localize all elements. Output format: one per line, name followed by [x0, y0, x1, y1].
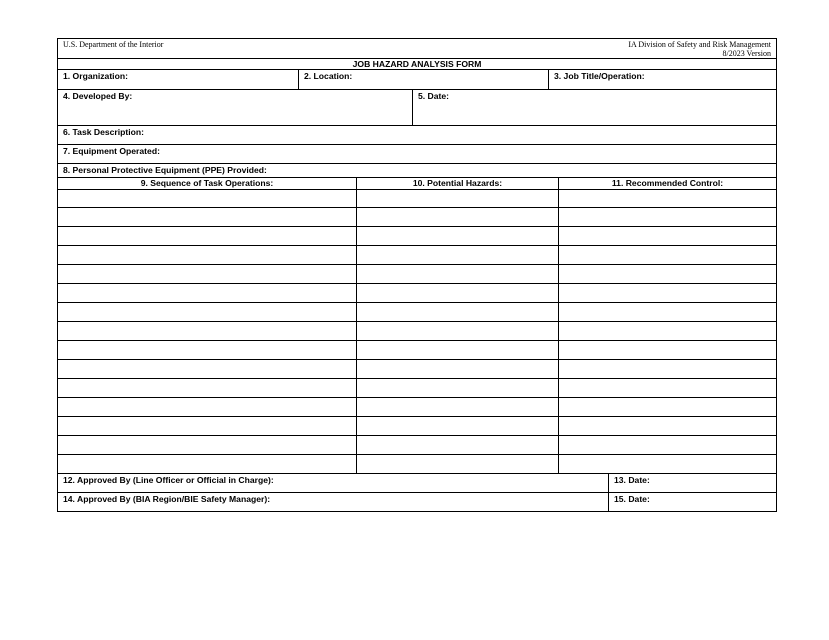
hazard-cell[interactable] [357, 379, 559, 397]
task-description-field[interactable]: 6. Task Description: [63, 127, 145, 137]
safety-manager-approval-field[interactable]: 14. Approved By (BIA Region/BIE Safety Manager): [58, 493, 609, 511]
row-approval-line-officer [58, 474, 776, 493]
sequence-cell[interactable] [58, 360, 357, 378]
control-cell[interactable] [559, 246, 776, 264]
row-approval-safety-manager [58, 493, 776, 511]
controls-column-header: 11. Recommended Control: [611, 178, 724, 188]
table-row [58, 455, 776, 474]
table-row [58, 360, 776, 379]
task-table-header [58, 178, 776, 190]
sequence-cell[interactable] [58, 265, 357, 283]
control-cell[interactable] [559, 417, 776, 435]
hazard-cell[interactable] [357, 398, 559, 416]
row-equipment [58, 145, 776, 164]
sequence-cell[interactable] [58, 436, 357, 454]
hazard-cell[interactable] [357, 246, 559, 264]
sequence-cell[interactable] [58, 455, 357, 473]
table-row [58, 190, 776, 208]
sequence-cell[interactable] [58, 379, 357, 397]
location-field[interactable]: 2. Location: [299, 70, 549, 89]
control-cell[interactable] [559, 208, 776, 226]
hazard-cell[interactable] [357, 360, 559, 378]
hazard-cell[interactable] [357, 436, 559, 454]
hazards-column-header: 10. Potential Hazards: [357, 178, 559, 189]
hazard-cell[interactable] [357, 322, 559, 340]
row-org-location-job [58, 70, 776, 90]
row-ppe [58, 164, 776, 178]
table-row [58, 398, 776, 417]
hazard-cell[interactable] [357, 455, 559, 473]
job-hazard-analysis-form [57, 38, 777, 512]
organization-field[interactable]: 1. Organization: [58, 70, 299, 89]
hazard-cell[interactable] [357, 190, 559, 207]
table-row [58, 227, 776, 246]
sequence-cell[interactable] [58, 246, 357, 264]
control-cell[interactable] [559, 379, 776, 397]
form-title-row [58, 59, 776, 70]
division-version [623, 39, 776, 58]
table-row [58, 436, 776, 455]
hazard-cell[interactable] [357, 417, 559, 435]
sequence-cell[interactable] [58, 227, 357, 245]
control-cell[interactable] [559, 398, 776, 416]
job-title-field[interactable]: 3. Job Title/Operation: [554, 71, 645, 81]
table-row [58, 379, 776, 398]
department-label: U.S. Department of the Interior [63, 40, 164, 49]
version-label: 8/2023 Version [722, 49, 771, 58]
date-5-field[interactable]: 5. Date: [418, 91, 450, 101]
form-title: JOB HAZARD ANALYSIS FORM [352, 59, 482, 69]
hazard-cell[interactable] [357, 284, 559, 302]
sequence-cell[interactable] [58, 341, 357, 359]
developed-by-field[interactable]: 4. Developed By: [58, 90, 413, 125]
sequence-cell[interactable] [58, 208, 357, 226]
control-cell[interactable] [559, 455, 776, 473]
control-cell[interactable] [559, 284, 776, 302]
division-label: IA Division of Safety and Risk Management [628, 40, 771, 49]
hazard-cell[interactable] [357, 208, 559, 226]
hazard-cell[interactable] [357, 341, 559, 359]
table-row [58, 208, 776, 227]
table-row [58, 284, 776, 303]
sequence-cell[interactable] [58, 303, 357, 321]
table-row [58, 322, 776, 341]
control-cell[interactable] [559, 322, 776, 340]
date-13-field[interactable]: 13. Date: [614, 475, 650, 485]
ppe-field[interactable]: 8. Personal Protective Equipment (PPE) Provided: [63, 165, 267, 175]
hazard-cell[interactable] [357, 265, 559, 283]
table-row [58, 265, 776, 284]
control-cell[interactable] [559, 436, 776, 454]
table-row [58, 303, 776, 322]
equipment-field[interactable]: 7. Equipment Operated: [63, 146, 160, 156]
sequence-column-header: 9. Sequence of Task Operations: [58, 178, 357, 189]
hazard-cell[interactable] [357, 227, 559, 245]
hazard-cell[interactable] [357, 303, 559, 321]
control-cell[interactable] [559, 190, 776, 207]
sequence-cell[interactable] [58, 190, 357, 207]
sequence-cell[interactable] [58, 417, 357, 435]
row-task-description [58, 126, 776, 145]
control-cell[interactable] [559, 303, 776, 321]
sequence-cell[interactable] [58, 398, 357, 416]
table-row [58, 417, 776, 436]
control-cell[interactable] [559, 265, 776, 283]
table-row [58, 341, 776, 360]
control-cell[interactable] [559, 227, 776, 245]
control-cell[interactable] [559, 360, 776, 378]
date-15-field[interactable]: 15. Date: [614, 494, 650, 504]
form-header [58, 39, 776, 59]
row-developed-date [58, 90, 776, 126]
table-row [58, 246, 776, 265]
sequence-cell[interactable] [58, 284, 357, 302]
line-officer-approval-field[interactable]: 12. Approved By (Line Officer or Official in Charge): [58, 474, 609, 492]
control-cell[interactable] [559, 341, 776, 359]
sequence-cell[interactable] [58, 322, 357, 340]
